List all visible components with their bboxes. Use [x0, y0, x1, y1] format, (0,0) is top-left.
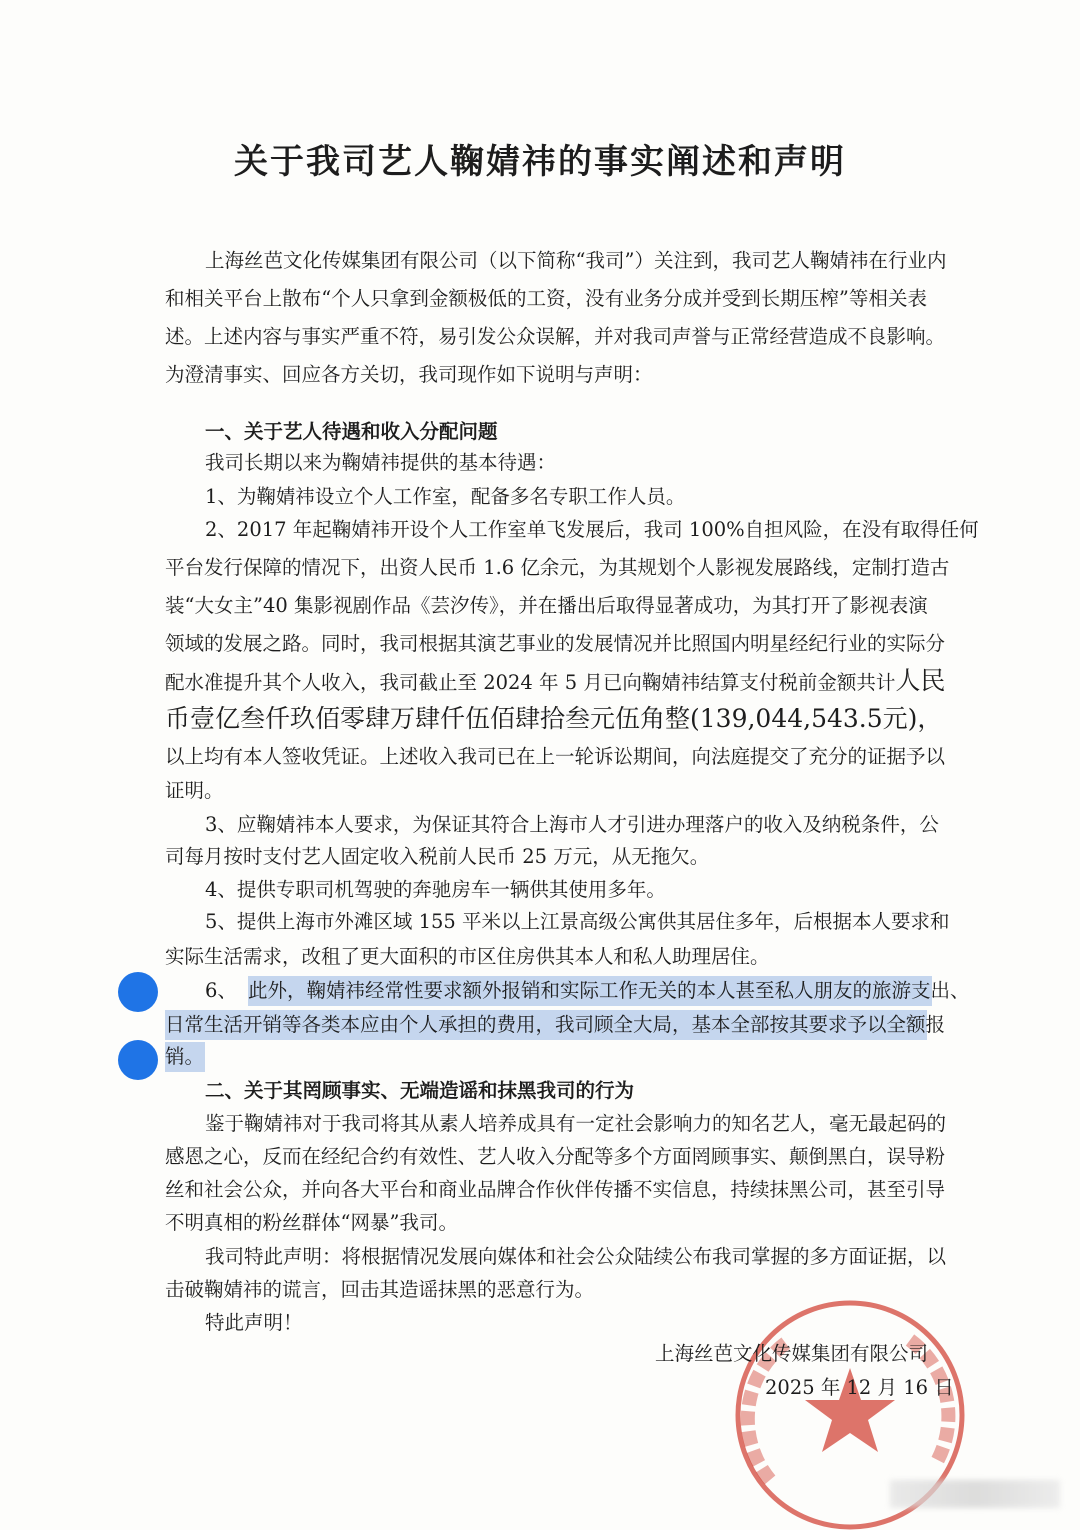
closing-line: 特此声明！: [205, 1311, 303, 1334]
item-line: 以上均有本人签收凭证。上述收入我司已在上一轮诉讼期间，向法庭提交了充分的证据予以: [165, 745, 946, 768]
section2-line: 鉴于鞠婧祎对于我司将其从素人培养成具有一定社会影响力的知名艺人，毫无最起码的: [205, 1112, 947, 1135]
intro-line: 和相关平台上散布“个人只拿到金额极低的工资，没有业务分成并受到长期压榨”等相关表: [165, 287, 927, 310]
intro-line: 上海丝芭文化传媒集团有限公司（以下简称“我司”）关注到，我司艺人鞠婧祎在行业内: [205, 249, 947, 272]
document-title: 关于我司艺人鞠婧祎的事实阐述和声明: [234, 142, 846, 182]
item-line: 6、: [205, 979, 237, 1002]
highlighted-text[interactable]: 此外，鞠婧祎经常性要求额外报销和实际工作无关的本人甚至私人朋友的旅游支出、: [248, 976, 932, 1006]
highlighted-text[interactable]: 日常生活开销等各类本应由个人承担的费用，我司顾全大局，基本全部按其要求予以全额报: [165, 1010, 927, 1040]
section2-line: 我司特此声明：将根据情况发展向媒体和社会公众陆续公布我司掌握的多方面证据，以: [205, 1245, 947, 1268]
income-amount-line: 币壹亿叁仟玖佰零肆万肆仟伍佰肆拾叁元伍角整(139,044,543.5元)，: [165, 704, 943, 733]
section1-lead: 我司长期以来为鞠婧祎提供的基本待遇：: [205, 451, 557, 474]
item-line: 实际生活需求，改租了更大面积的市区住房供其本人和私人助理居住。: [165, 945, 770, 968]
item-line: 司每月按时支付艺人固定收入税前人民币 25 万元，从无拖欠。: [165, 845, 710, 868]
selection-end-handle[interactable]: [118, 1040, 158, 1080]
item-line: 2、2017 年起鞠婧祎开设个人工作室单飞发展后，我司 100%自担风险，在没有取得任何: [205, 518, 979, 541]
item-line: 人民: [895, 666, 946, 695]
section2-heading: 二、关于其罔顾事实、无端造谣和抹黑我司的行为: [205, 1079, 635, 1102]
section2-line: 丝和社会公众，并向各大平台和商业品牌合作伙伴传播不实信息，持续抹黑公司，甚至引导: [165, 1178, 946, 1201]
watermark: [890, 1480, 1060, 1508]
intro-line: 为澄清事实、回应各方关切，我司现作如下说明与声明：: [165, 363, 653, 386]
signature-company: 上海丝芭文化传媒集团有限公司: [655, 1342, 929, 1365]
section2-line: 击破鞠婧祎的谎言，回击其造谣抹黑的恶意行为。: [165, 1278, 595, 1301]
item-line: 1、为鞠婧祎设立个人工作室，配备多名专职工作人员。: [205, 485, 686, 508]
section2-line: 感恩之心，反而在经纪合约有效性、艺人收入分配等多个方面罔顾事实、颠倒黑白，误导粉: [165, 1145, 946, 1168]
section1-heading: 一、关于艺人待遇和收入分配问题: [205, 420, 498, 443]
section2-line: 不明真相的粉丝群体“网暴”我司。: [165, 1211, 458, 1234]
highlighted-text[interactable]: 销。: [165, 1042, 205, 1072]
income-total-line: [165, 666, 945, 698]
item-line: 装“大女主”40 集影视剧作品《芸汐传》，并在播出后取得显著成功，为其打开了影视表演: [165, 594, 928, 617]
item-line: 证明。: [165, 779, 224, 802]
selection-start-handle[interactable]: [118, 972, 158, 1012]
signature-date: 2025 年 12 月 16 日: [765, 1376, 954, 1399]
item-line: 3、应鞠婧祎本人要求，为保证其符合上海市人才引进办理落户的收入及纳税条件，公: [205, 813, 939, 836]
item-line: 领域的发展之路。同时，我司根据其演艺事业的发展情况并比照国内明星经纪行业的实际分: [165, 632, 946, 655]
item-line: 配水准提升其个人收入，我司截止至 2024 年 5 月已向鞠婧祎结算支付税前金额共计: [165, 671, 896, 694]
item-line: 4、提供专职司机驾驶的奔驰房车一辆供其使用多年。: [205, 878, 666, 901]
item-line: 5、提供上海市外滩区域 155 平米以上江景高级公寓供其居住多年，后根据本人要求和: [205, 910, 950, 933]
item-line: 平台发行保障的情况下，出资人民币 1.6 亿余元，为其规划个人影视发展路线，定制打造古: [165, 556, 950, 579]
intro-line: 述。上述内容与事实严重不符，易引发公众误解，并对我司声誉与正常经营造成不良影响。: [165, 325, 946, 348]
